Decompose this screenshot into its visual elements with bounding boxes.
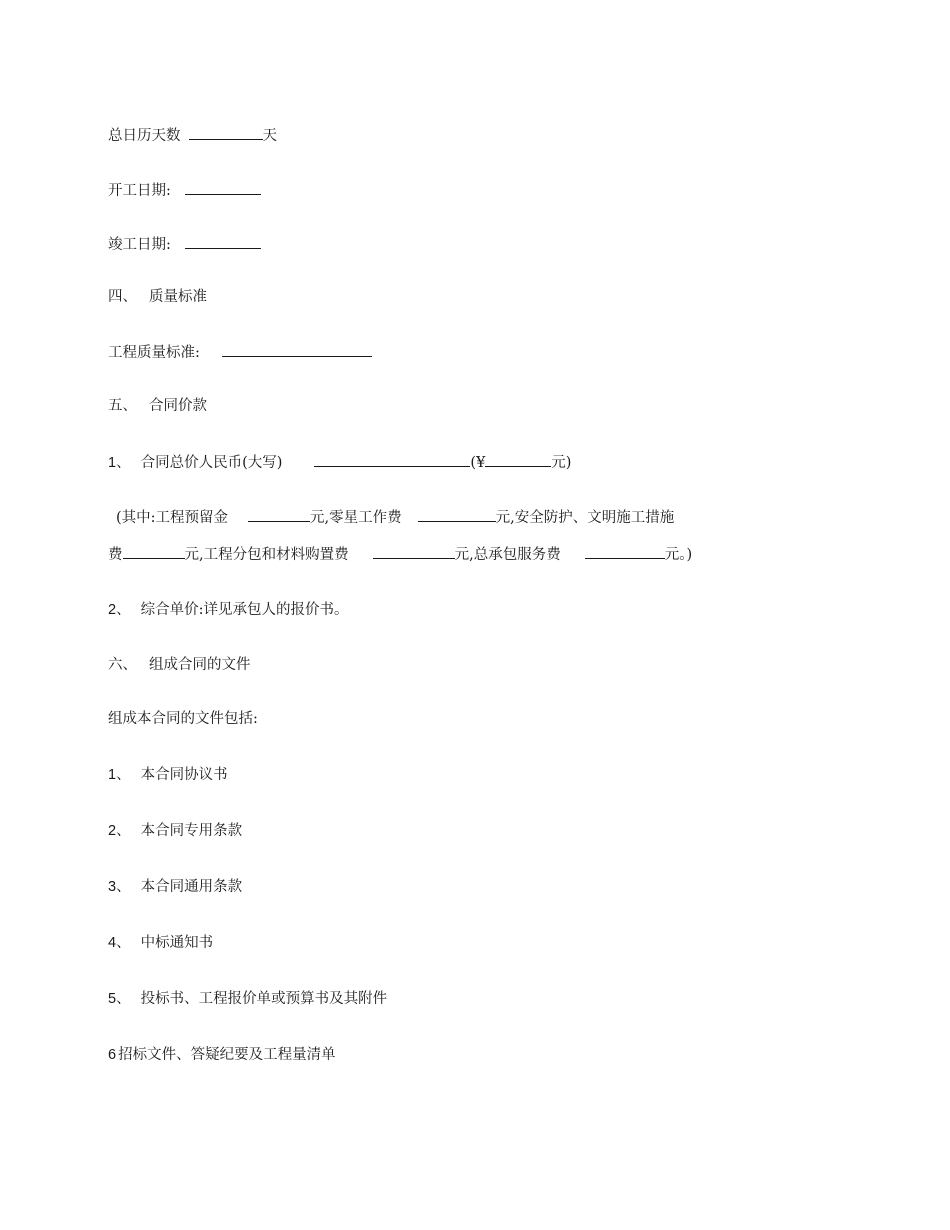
list-item (108, 1045, 336, 1065)
list-item (108, 933, 213, 953)
item-text: 本合同专用条款 (140, 823, 243, 839)
item-number: 1、 (108, 767, 131, 783)
section-title: 组成合同的文件 (149, 657, 251, 673)
section-quality-heading (108, 287, 207, 307)
item-text: 招标文件、答疑纪要及工程量清单 (118, 1047, 336, 1063)
section-number: 四、 (108, 289, 137, 305)
total-price-label: 合同总价人民币(大写) (140, 455, 283, 471)
item-number: 2、 (108, 823, 131, 839)
item-number: 3、 (108, 879, 131, 895)
section-number: 六、 (108, 657, 137, 673)
item-number: 2、 (108, 602, 131, 618)
detail-open-text: (其中:工程预留金 (116, 510, 229, 526)
safety-fee-blank[interactable] (123, 543, 185, 559)
start-date-line (108, 179, 261, 201)
detail-text-4: 费 (108, 547, 123, 563)
misc-work-fee-blank[interactable] (418, 506, 496, 522)
documents-intro-text: 组成本合同的文件包括: (108, 711, 258, 727)
item-number: 1、 (108, 455, 131, 471)
item-text: 中标通知书 (140, 935, 214, 951)
section-title: 合同价款 (149, 398, 207, 414)
unit-price-line (108, 600, 348, 620)
reserve-fund-blank[interactable] (248, 506, 310, 522)
detail-text-5: 元,工程分包和材料购置费 (184, 547, 349, 563)
item-text: 投标书、工程报价单或预算书及其附件 (140, 991, 388, 1007)
total-days-blank[interactable] (189, 124, 263, 140)
total-price-paren-close: 元) (551, 455, 572, 471)
detail-close-text: 元。) (664, 547, 693, 563)
total-price-amount-blank[interactable] (485, 451, 551, 467)
item-text: 本合同通用条款 (140, 879, 243, 895)
documents-intro (108, 709, 258, 729)
price-detail-line-1 (116, 506, 674, 528)
total-days-unit: 天 (262, 128, 277, 144)
detail-text-2: 元,零星工作费 (310, 510, 402, 526)
section-number: 五、 (108, 398, 137, 414)
quality-standard-label: 工程质量标准: (108, 345, 200, 361)
section-title: 质量标准 (149, 289, 207, 305)
quality-standard-line (108, 341, 372, 363)
subcontract-fee-blank[interactable] (373, 543, 455, 559)
section-price-heading (108, 396, 207, 416)
list-item (108, 821, 242, 841)
end-date-line (108, 233, 261, 255)
total-price-paren-open: (¥ (470, 455, 486, 471)
total-price-line (108, 451, 571, 473)
price-detail-line-2 (108, 543, 692, 565)
start-date-blank[interactable] (185, 179, 261, 195)
total-price-words-blank[interactable] (314, 451, 470, 467)
end-date-blank[interactable] (185, 233, 261, 249)
end-date-label: 竣工日期: (108, 237, 171, 253)
general-contract-fee-blank[interactable] (585, 543, 665, 559)
item-text: 本合同协议书 (140, 767, 228, 783)
item-number: 6 (108, 1047, 117, 1063)
item-number: 5、 (108, 991, 131, 1007)
quality-standard-blank[interactable] (222, 341, 372, 357)
item-number: 4、 (108, 935, 131, 951)
detail-text-6: 元,总承包服务费 (454, 547, 561, 563)
list-item (108, 989, 387, 1009)
total-days-label: 总日历天数 (108, 128, 181, 144)
start-date-label: 开工日期: (108, 183, 171, 199)
total-days-line (108, 124, 277, 146)
list-item (108, 765, 228, 785)
list-item (108, 877, 242, 897)
unit-price-text: 综合单价:详见承包人的报价书。 (140, 602, 349, 618)
detail-text-3: 元,安全防护、文明施工措施 (495, 510, 675, 526)
section-documents-heading (108, 655, 251, 675)
